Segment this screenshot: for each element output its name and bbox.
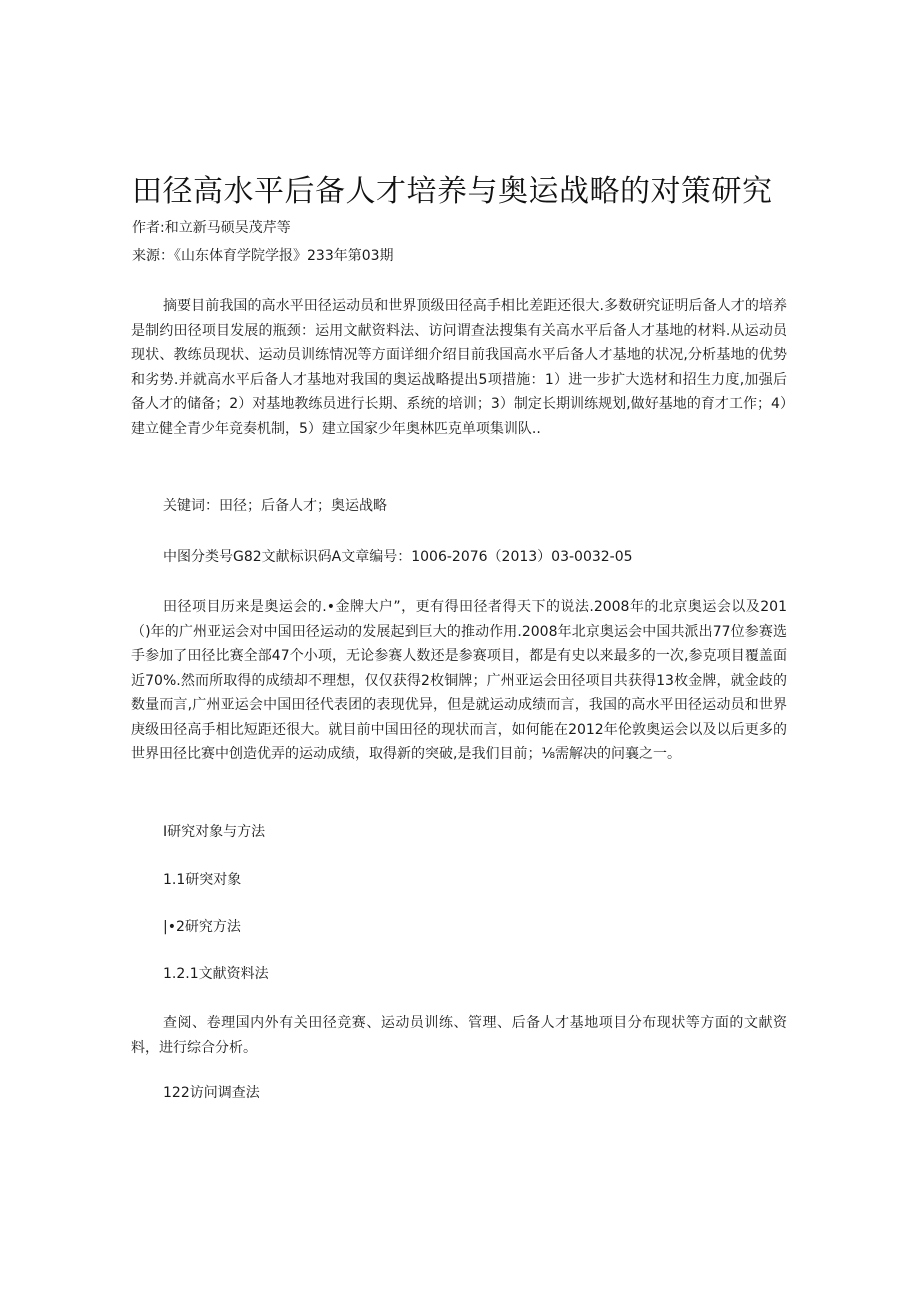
section-heading-1-1: 1.1研突对象 [163, 872, 242, 888]
section-heading-1: I研究对象与方法 [163, 824, 266, 840]
keywords-paragraph: 关键词：田径；后备人才；奥运战略 [163, 498, 387, 514]
section-1-2-1-paragraph: 查阅、卷理国内外有关田径竞赛、运动员训练、管理、后备人才基地项目分布现状等方面的文献资料，进行综合分析。 [131, 1015, 787, 1056]
abstract-paragraph: 摘要目前我国的高水平田径运动员和世界顶级田径高手相比差距还很大.多数研究证明后备人才的培养是制约田径项目发展的瓶颈：运用文献资料法、访问谓查法搜集有关高水平后备人才基地的材料.从运动员现状、教练员现状、运动员训练情况等方面详细介绍目前我国高水平后备人才基地的状况,分析基地的优势和劣势.并就高水平后备人才基地对我国的奥运战略提出5项措施：1）进一步扩大选材和招生力度,加强后备人才的储备；2）对基地教练员进行长期、系统的培训；3）制定长期训练规划,做好基地的育才工作；4）建立健全青少年竞奏机制，5）建立国家少年奥林匹克单项集训队.. [131, 298, 787, 437]
intro-paragraph: 田径项目历来是奥运会的.•金牌大户”，更有得田径者得天下的说法.2008年的北京奥运会以及201（)年的广州亚运会对中国田径运动的发展起到巨大的推动作用.2008年北京奥运会中国共派出77位参赛选手参加了田径比赛全部47个小项，无论参赛人数还是参赛项目，都是有史以来最多的一次,参克项目覆盖面近70%.然而所取得的成绩却不理想，仅仅获得2枚铜牌；广州亚运会田径项目共获得13枚金牌，就金歧的数量而言,广州亚运会中国田径代表团的表现优异，但是就运动成绩而言，我国的高水平田径运动员和世界庚级田径高手相比短距还很大。就目前中国田径的现状而言，如何能在2012年伦敦奥运会以及以后更多的世界田径比赛中创造优弄的运动成绩，取得新的突破,是我们目前；⅛需解决的问襄之一。 [131, 599, 787, 762]
document-title: 田径高水平后备人才培养与奥运战略的对策研究 [132, 174, 773, 209]
section-heading-1-2-2: 122访问调查法 [163, 1085, 260, 1101]
source-line: 来源：《山东体育学院学报》233年第03期 [132, 248, 394, 264]
author-line: 作者:和立新马硕吴茂芹等 [132, 220, 291, 236]
section-heading-1-2-1: 1.2.1文献资料法 [163, 966, 269, 982]
section-heading-1-2: |•2研究方法 [163, 919, 241, 935]
classification-paragraph: 中图分类号G82文献标识码A文章编号：1006-2076（2013）03-0032-05 [163, 549, 633, 565]
